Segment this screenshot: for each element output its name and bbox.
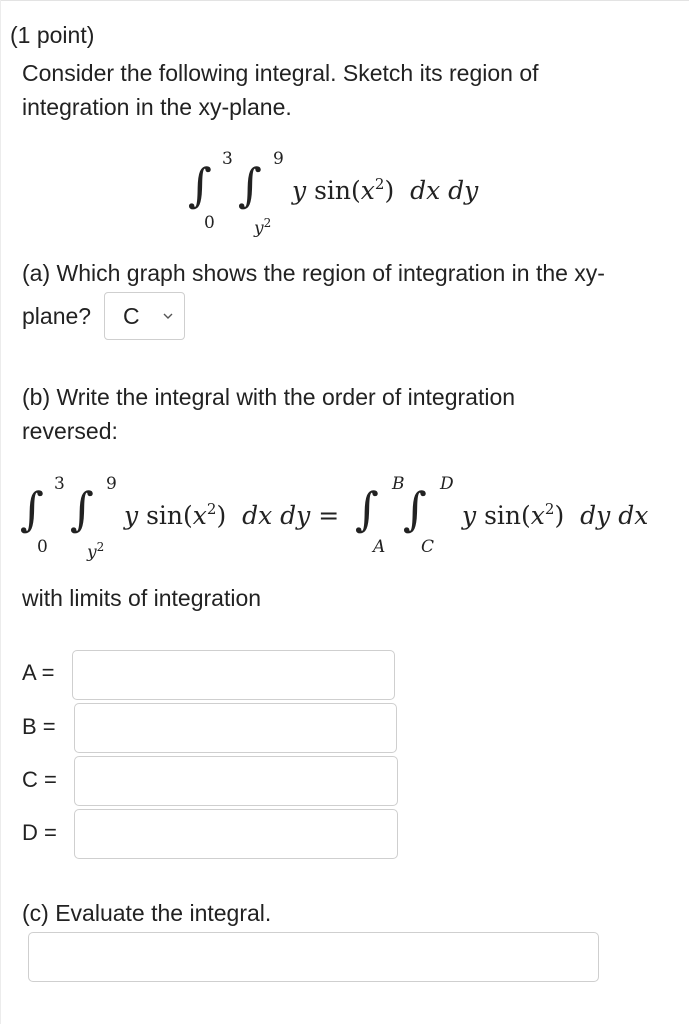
- limit-b-input[interactable]: [74, 703, 397, 753]
- part-a-question-line1: (a) Which graph shows the region of integration in the xy-: [22, 260, 605, 286]
- part-a-question-line2: plane?: [22, 303, 92, 329]
- integral-sign-outer-left: ∫: [20, 482, 44, 536]
- top-divider: [0, 0, 689, 1]
- limit-a-input[interactable]: [72, 650, 395, 700]
- outer-lower-limit: 0: [204, 213, 215, 233]
- limit-c-input[interactable]: [74, 756, 398, 806]
- integral-sign-inner-left: ∫: [70, 482, 94, 536]
- right-outer-lower: A: [373, 537, 386, 557]
- inner-lower-limit: $y^2$: [254, 216, 272, 239]
- integral-sign-outer: ∫: [188, 158, 212, 212]
- outer-upper-limit: 3: [222, 149, 233, 169]
- left-integrand: y $\sin(x^2)$ dx dy =: [124, 500, 340, 530]
- part-c-question: (c) Evaluate the integral.: [22, 900, 272, 926]
- right-inner-upper: D: [440, 474, 454, 494]
- integral-sign-inner: ∫: [238, 158, 262, 212]
- left-outer-upper: 3: [54, 474, 65, 494]
- right-outer-upper: B: [392, 474, 405, 494]
- label-b: B =: [22, 714, 56, 739]
- integral-sign-inner-right: ∫: [403, 482, 427, 536]
- chevron-down-icon: [163, 311, 173, 321]
- left-inner-upper: 9: [106, 474, 117, 494]
- part-b-question-line2: reversed:: [22, 418, 118, 444]
- label-d: D =: [22, 820, 57, 845]
- integral-sign-outer-right: ∫: [355, 482, 379, 536]
- left-inner-lower: $y^2$: [87, 540, 105, 563]
- problem-intro-line1: Consider the following integral. Sketch its region of: [22, 60, 539, 86]
- left-divider: [0, 0, 1, 1024]
- problem-intro-line2: integration in the xy-plane.: [22, 94, 292, 120]
- graph-select[interactable]: [104, 292, 185, 340]
- graph-select-value: C: [123, 303, 140, 329]
- left-outer-lower: 0: [37, 537, 48, 557]
- part-b-question-line1: (b) Write the integral with the order of integration: [22, 384, 516, 410]
- integrand: y $\sin(x^2)$ dx dy: [292, 175, 479, 205]
- label-c: C =: [22, 767, 57, 792]
- point-label: (1 point): [10, 22, 95, 48]
- limit-d-input[interactable]: [74, 809, 398, 859]
- inner-upper-limit: 9: [273, 149, 284, 169]
- limits-text: with limits of integration: [22, 585, 262, 611]
- label-a: A =: [22, 660, 55, 685]
- evaluate-integral-input[interactable]: [28, 932, 599, 982]
- right-inner-lower: C: [421, 537, 435, 557]
- right-integrand: y $\sin(x^2)$ dy dx: [462, 500, 649, 530]
